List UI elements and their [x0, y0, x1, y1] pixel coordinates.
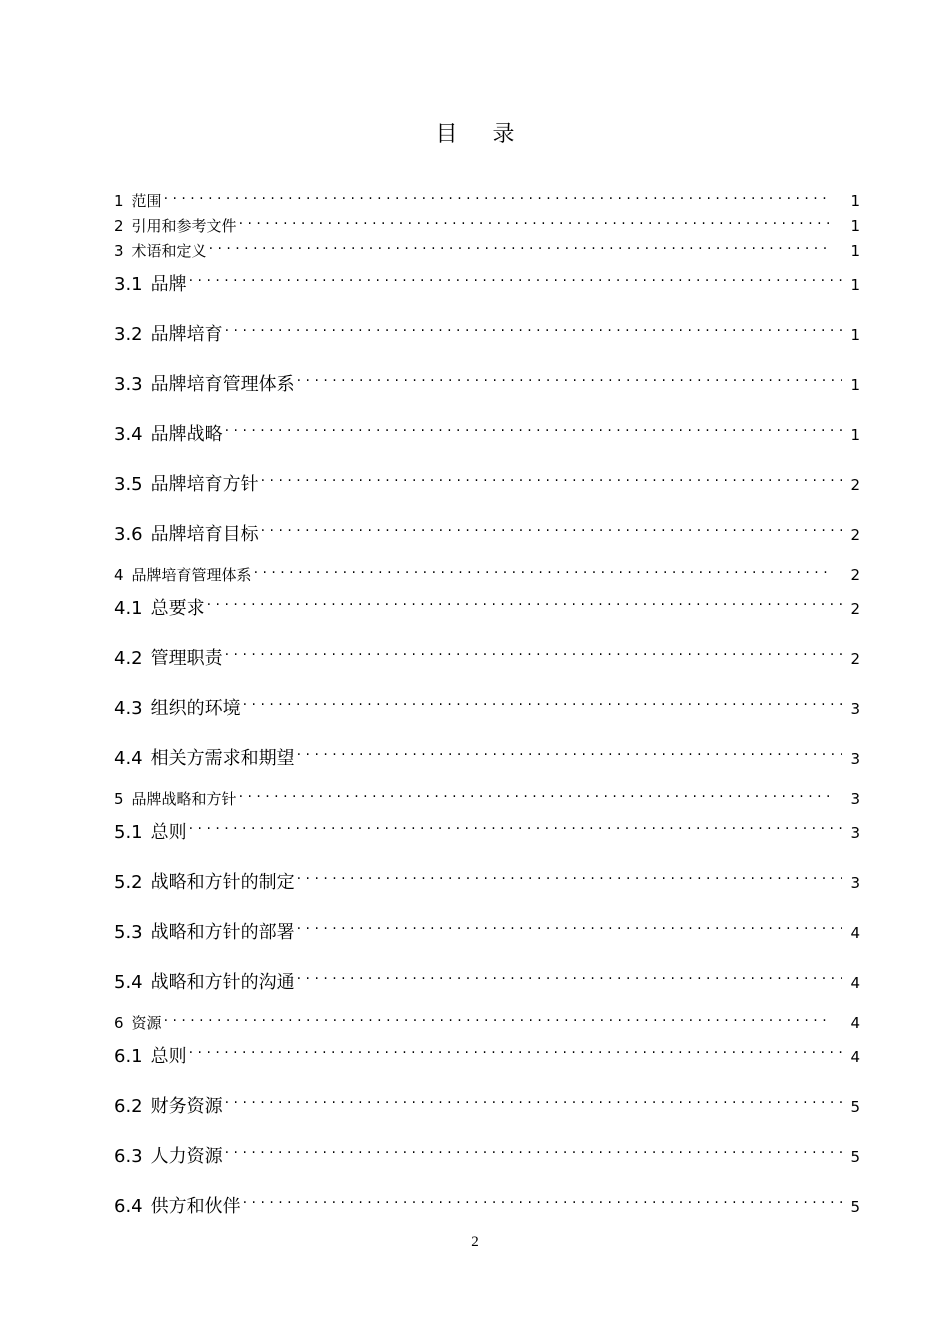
toc-entry-number: 3.3 — [114, 374, 143, 395]
toc-entry-title: 品牌培育管理体系 — [131, 566, 252, 584]
toc-entry-title: 相关方需求和期望 — [150, 748, 295, 769]
toc-entry-number: 3.1 — [114, 274, 143, 295]
toc-entry-number: 5.3 — [114, 922, 143, 943]
toc-entry[interactable] — [114, 596, 860, 622]
toc-entry-number: 5 — [114, 790, 124, 808]
toc-leader-dots — [243, 1194, 842, 1212]
toc-entry-page: 4 — [850, 974, 860, 992]
toc-entry-title: 战略和方针的制定 — [150, 872, 295, 893]
toc-leader-dots — [225, 422, 842, 440]
toc-entry-number: 6.3 — [114, 1146, 143, 1167]
toc-entry[interactable] — [114, 215, 860, 237]
toc-entry[interactable] — [114, 272, 860, 298]
toc-entry-title: 品牌培育方针 — [150, 474, 259, 495]
toc-entry-title: 总要求 — [150, 598, 205, 619]
toc-entry-page: 2 — [850, 600, 860, 618]
toc-entry-title: 人力资源 — [150, 1146, 223, 1167]
toc-leader-dots — [297, 920, 842, 938]
toc-leader-dots — [164, 191, 830, 206]
toc-entry[interactable] — [114, 190, 860, 212]
toc-entry-title: 品牌培育目标 — [150, 524, 259, 545]
toc-entry[interactable] — [114, 1044, 860, 1070]
toc-leader-dots — [261, 472, 842, 490]
toc-leader-dots — [225, 322, 842, 340]
toc-entry-title: 战略和方针的沟通 — [150, 972, 295, 993]
toc-entry[interactable] — [114, 472, 860, 498]
toc-entry-number: 6.1 — [114, 1046, 143, 1067]
toc-title: 目 录 — [435, 122, 529, 147]
toc-entry[interactable] — [114, 646, 860, 672]
toc-entry-number: 6.2 — [114, 1096, 143, 1117]
toc-entry[interactable] — [114, 322, 860, 348]
toc-leader-dots — [254, 565, 830, 580]
toc-entry-title: 品牌 — [150, 274, 187, 295]
toc-leader-dots — [189, 272, 842, 290]
toc-entry-title: 引用和参考文件 — [131, 217, 237, 235]
toc-leader-dots — [297, 970, 842, 988]
toc-entry[interactable] — [114, 1012, 860, 1034]
toc-leader-dots — [164, 1013, 830, 1028]
toc-entry-title: 术语和定义 — [131, 242, 207, 260]
toc-leader-dots — [297, 372, 842, 390]
toc-entry-page: 3 — [850, 700, 860, 718]
toc-entry-number: 6.4 — [114, 1196, 143, 1217]
toc-entry[interactable] — [114, 870, 860, 896]
toc-entry-title: 总则 — [150, 822, 187, 843]
toc-entry[interactable] — [114, 920, 860, 946]
toc-entry-title: 总则 — [150, 1046, 187, 1067]
toc-entry[interactable] — [114, 696, 860, 722]
toc-entry-page: 3 — [850, 824, 860, 842]
toc-leader-dots — [239, 789, 830, 804]
toc-entry-title: 资源 — [131, 1014, 162, 1032]
toc-entry-page: 3 — [850, 790, 860, 808]
toc-entry[interactable] — [114, 820, 860, 846]
toc-entry-number: 5.2 — [114, 872, 143, 893]
toc-entry-page: 3 — [850, 874, 860, 892]
toc-entry-page: 1 — [850, 276, 860, 294]
toc-entry-page: 5 — [850, 1148, 860, 1166]
toc-entry-page: 1 — [850, 192, 860, 210]
toc-entry[interactable] — [114, 746, 860, 772]
toc-leader-dots — [243, 696, 842, 714]
toc-entry-page: 1 — [850, 217, 860, 235]
toc-entry-number: 1 — [114, 192, 124, 210]
toc-leader-dots — [209, 241, 830, 256]
toc-entry-page: 2 — [850, 526, 860, 544]
toc-entry-page: 1 — [850, 376, 860, 394]
toc-entry[interactable] — [114, 564, 860, 586]
toc-entry[interactable] — [114, 240, 860, 262]
toc-entry[interactable] — [114, 1094, 860, 1120]
toc-entry-title: 供方和伙伴 — [150, 1196, 241, 1217]
toc-entry-number: 5.1 — [114, 822, 143, 843]
toc-leader-dots — [225, 1144, 842, 1162]
toc-entry-page: 2 — [850, 566, 860, 584]
toc-entry-title: 品牌培育 — [150, 324, 223, 345]
page-number: 2 — [471, 1234, 479, 1250]
toc-entry-number: 3.4 — [114, 424, 143, 445]
toc-entry-page: 1 — [850, 326, 860, 344]
toc-entry-number: 4.4 — [114, 748, 143, 769]
toc-entry-number: 6 — [114, 1014, 124, 1032]
toc-entry[interactable] — [114, 970, 860, 996]
toc-entry-title: 品牌培育管理体系 — [150, 374, 295, 395]
toc-leader-dots — [189, 820, 842, 838]
toc-leader-dots — [207, 596, 842, 614]
toc-leader-dots — [261, 522, 842, 540]
toc-leader-dots — [239, 216, 830, 231]
toc-entry[interactable] — [114, 422, 860, 448]
toc-entry-page: 1 — [850, 242, 860, 260]
toc-leader-dots — [225, 1094, 842, 1112]
toc-entry-title: 战略和方针的部署 — [150, 922, 295, 943]
toc-entry-number: 4.3 — [114, 698, 143, 719]
toc-entry-page: 4 — [850, 1048, 860, 1066]
toc-entry-number: 5.4 — [114, 972, 143, 993]
toc-entry-page: 4 — [850, 924, 860, 942]
toc-leader-dots — [225, 646, 842, 664]
toc-entry-title: 品牌战略和方针 — [131, 790, 237, 808]
toc-entry-page: 1 — [850, 426, 860, 444]
toc-entry-page: 5 — [850, 1098, 860, 1116]
toc-leader-dots — [297, 746, 842, 764]
toc-entry-page: 2 — [850, 650, 860, 668]
toc-entry[interactable] — [114, 1144, 860, 1170]
toc-entry-title: 财务资源 — [150, 1096, 223, 1117]
toc-entry[interactable] — [114, 522, 860, 548]
toc-entry-page: 3 — [850, 750, 860, 768]
toc-entry-title: 组织的环境 — [150, 698, 241, 719]
toc-entry-number: 3.5 — [114, 474, 143, 495]
toc-entry-page: 2 — [850, 476, 860, 494]
toc-entry[interactable] — [114, 1194, 860, 1220]
toc-entry-number: 3 — [114, 242, 124, 260]
toc-entry-number: 2 — [114, 217, 124, 235]
toc-entry-title: 管理职责 — [150, 648, 223, 669]
toc-entry[interactable] — [114, 788, 860, 810]
toc-entry-number: 4.2 — [114, 648, 143, 669]
toc-entry-title: 品牌战略 — [150, 424, 223, 445]
toc-entry-page: 4 — [850, 1014, 860, 1032]
toc-entry-number: 3.6 — [114, 524, 143, 545]
toc-entry-number: 4.1 — [114, 598, 143, 619]
toc-entry-title: 范围 — [131, 192, 162, 210]
toc-entry-number: 3.2 — [114, 324, 143, 345]
toc-entry[interactable] — [114, 372, 860, 398]
toc-leader-dots — [297, 870, 842, 888]
toc-leader-dots — [189, 1044, 842, 1062]
toc-entry-page: 5 — [850, 1198, 860, 1216]
toc-entry-number: 4 — [114, 566, 124, 584]
